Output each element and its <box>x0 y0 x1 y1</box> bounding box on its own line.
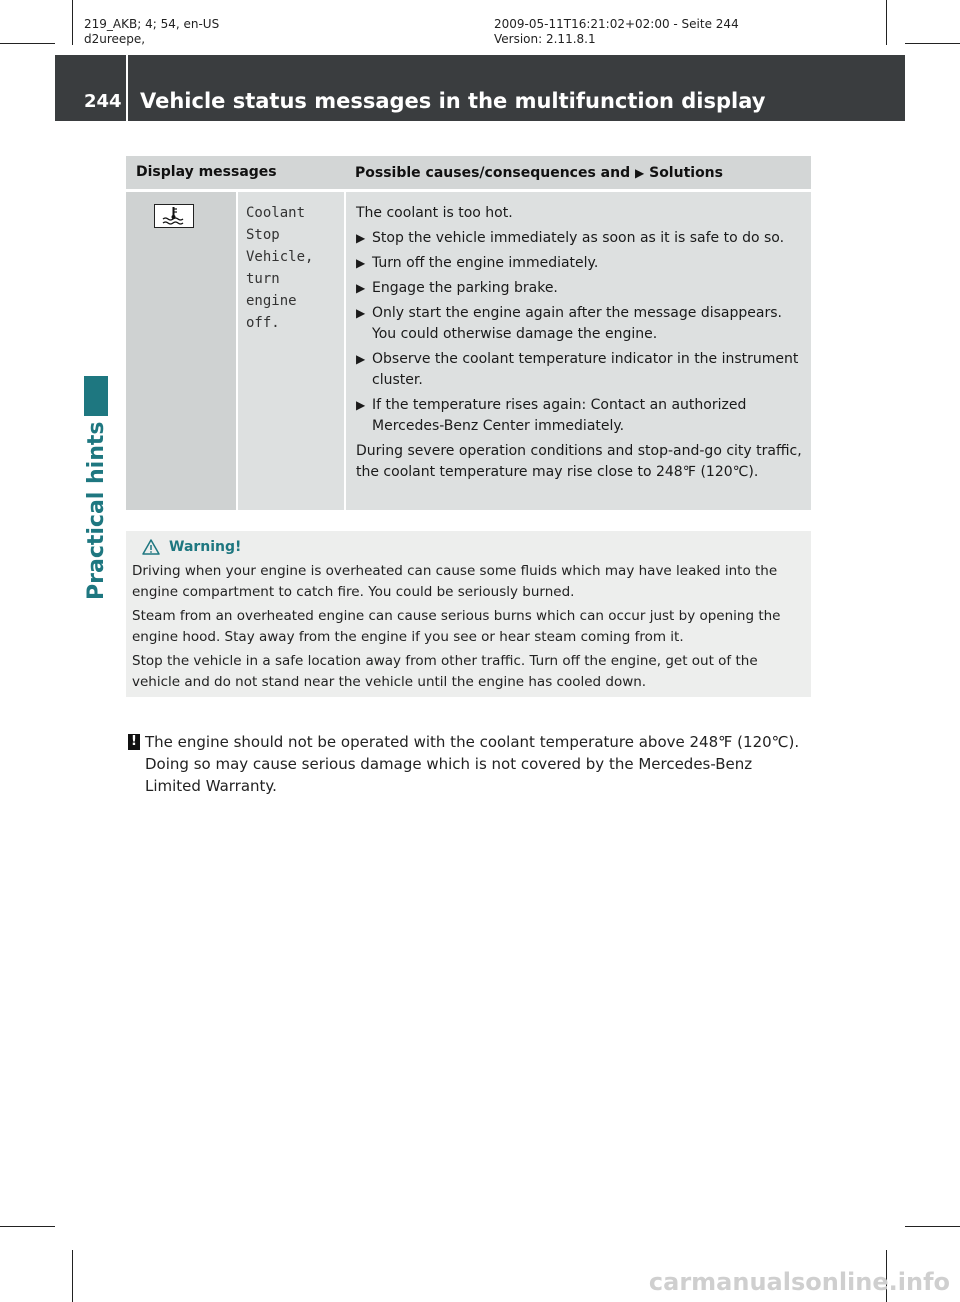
crop-mark <box>905 1226 960 1227</box>
note-text: The engine should not be operated with the coolant temperature above 248℉ (120℃). Doing so may cause serious damage which is not covered by the Mercedes-Benz Limited Warranty. <box>145 733 800 795</box>
warning-title: Warning! <box>169 539 242 555</box>
print-meta-line: d2ureepe, <box>84 32 146 46</box>
col-header-display: Display messages <box>136 164 277 180</box>
cause-outro: During severe operation conditions and stop-and-go city traffic, the coolant temperature may rise close to 248℉ (120℃). <box>356 443 802 480</box>
coolant-temperature-icon <box>154 204 194 228</box>
crop-mark <box>905 43 960 44</box>
print-meta-line: 219_AKB; 4; 54, en-US <box>84 17 220 31</box>
note-exclamation-icon: ! <box>128 734 140 750</box>
solution-step <box>356 395 808 437</box>
header-divider <box>126 55 128 121</box>
arrow-icon: ▶ <box>356 352 366 366</box>
arrow-icon: ▶ <box>356 306 366 320</box>
solution-step <box>356 278 808 299</box>
page-number: 244 <box>84 91 122 112</box>
message-line: Coolant <box>246 205 306 221</box>
warning-paragraph: Driving when your engine is overheated can cause some fluids which may have leaked into the engine compartment to catch fire. You could be seriously burned. <box>132 563 778 600</box>
step-text: Observe the coolant temperature indicator in the instrument cluster. <box>372 351 799 388</box>
step-text: Turn off the engine immediately. <box>372 255 599 271</box>
warning-paragraph: Steam from an overheated engine can cause serious burns which can occur just by opening the engine hood. Stay away from the engine if you see or hear steam coming from it. <box>132 608 781 645</box>
step-text: Engage the parking brake. <box>372 280 558 296</box>
display-message <box>246 202 341 334</box>
table-row <box>126 192 811 510</box>
message-line: engine <box>246 293 297 309</box>
cause-intro: The coolant is too hot. <box>356 205 513 221</box>
warning-paragraph: Stop the vehicle in a safe location away from other traffic. Turn off the engine, get out of the vehicle and do not stand near the vehicle until the engine has cooled down. <box>132 653 758 690</box>
arrow-icon: ▶ <box>356 398 366 412</box>
message-line: turn <box>246 271 280 287</box>
print-meta-left <box>84 17 219 47</box>
step-text: If the temperature rises again: Contact an authorized Mercedes-Benz Center immediately. <box>372 397 747 434</box>
col-header-solutions: Solutions <box>649 165 723 181</box>
message-line: Stop <box>246 227 280 243</box>
solutions-text <box>356 203 808 483</box>
col-header-causes <box>355 165 723 181</box>
table-header <box>126 156 811 189</box>
warning-box <box>126 531 811 697</box>
print-meta-line: Version: 2.11.8.1 <box>494 32 596 46</box>
warning-triangle-icon <box>142 539 160 555</box>
crop-mark <box>0 1226 55 1227</box>
col-header-causes-text: Possible causes/consequences and <box>355 165 631 181</box>
coolant-temperature-icon-glyph <box>155 205 192 226</box>
table-cell-message <box>238 192 344 510</box>
arrow-icon: ▶ <box>356 281 366 295</box>
message-line: Vehicle, <box>246 249 314 265</box>
solution-step <box>356 349 808 391</box>
arrow-icon: ▶ <box>635 166 645 180</box>
crop-mark <box>72 1250 73 1302</box>
crop-mark <box>72 0 73 45</box>
solution-step <box>356 303 808 345</box>
page-title: Vehicle status messages in the multifunction display <box>140 89 766 113</box>
damage-note <box>128 731 808 797</box>
print-meta-right <box>494 17 739 47</box>
table-cell-solutions <box>346 192 811 510</box>
print-meta-line: 2009-05-11T16:21:02+02:00 - Seite 244 <box>494 17 739 31</box>
watermark: carmanualsonline.info <box>648 1268 950 1296</box>
arrow-icon: ▶ <box>356 256 366 270</box>
solution-step <box>356 228 808 249</box>
step-text: Stop the vehicle immediately as soon as it is safe to do so. <box>372 230 785 246</box>
solution-step <box>356 253 808 274</box>
warning-body <box>132 561 807 696</box>
crop-mark <box>0 43 55 44</box>
step-text: Only start the engine again after the message disappears. You could otherwise damage the engine. <box>372 305 782 342</box>
side-tab-label: Practical hints <box>84 421 109 600</box>
side-tab-marker <box>84 376 108 416</box>
message-line: off. <box>246 315 280 331</box>
arrow-icon: ▶ <box>356 231 366 245</box>
crop-mark <box>886 0 887 45</box>
table-cell-icon <box>126 192 236 510</box>
